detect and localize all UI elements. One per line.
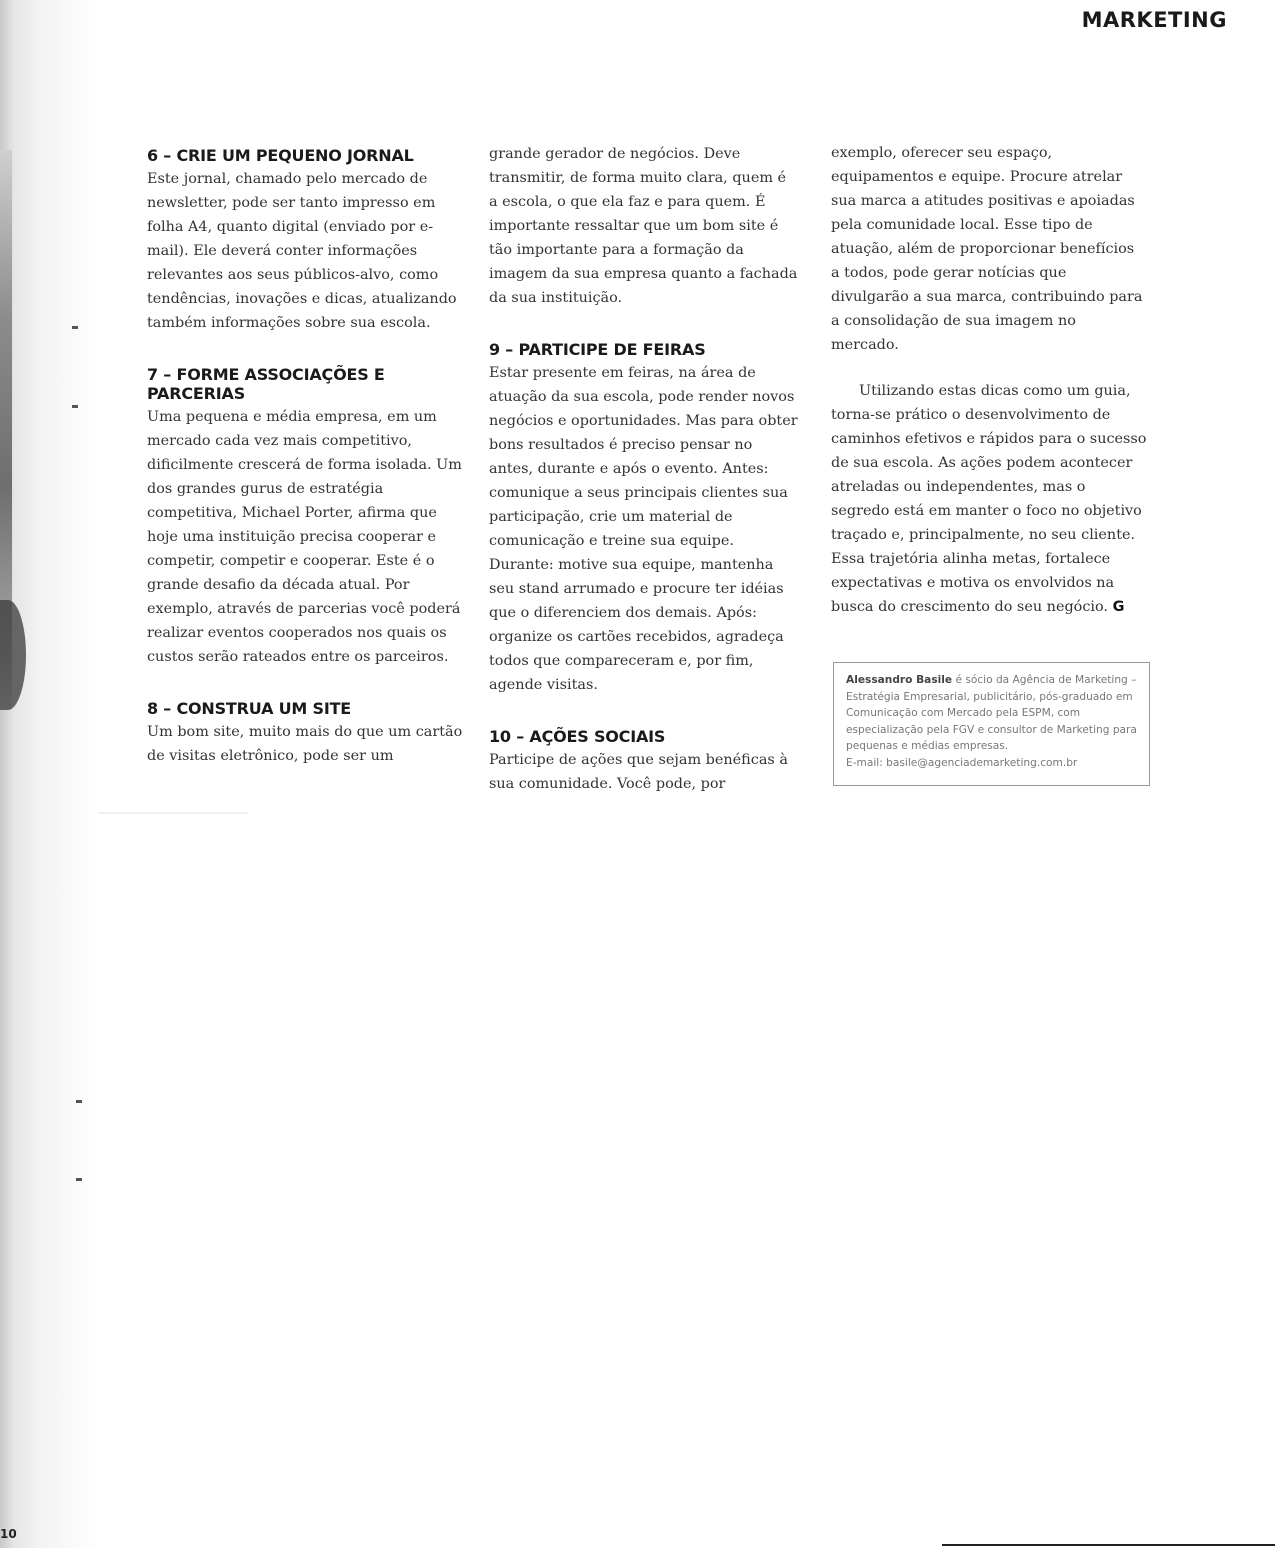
conclusion-text: Utilizando estas dicas como um guia, torna-se prático o desenvolvimento de caminhos efetivos e rápidos para o sucesso de sua escola. As ações podem acontecer atreladas ou independentes, mas o segredo está em manter o foco no objetivo traçado e, principalmente, no seu cliente. Essa trajetória alinha metas, fortalece expectativas e motiva os envolvidos na busca do crescimento do seu negócio. (831, 383, 1147, 615)
section-7-body: Uma pequena e média empresa, em um mercado cada vez mais competitivo, dificilmente crescerá de forma isolada. Um dos grandes gurus de estratégia competitiva, Michael Porter, afirma que hoje uma instituição precisa cooperar e competir, competir e cooperar. Este é o grande desafio da década atual. Por exemplo, através de parcerias você poderá realizar eventos cooperados nos quais os custos serão rateados entre os parceiros. (147, 409, 462, 665)
column-2 (489, 142, 799, 820)
column-3 (831, 141, 1147, 619)
section-9-heading: 9 – PARTICIPE DE FEIRAS (489, 340, 706, 359)
author-bio-text: é sócio da Agência de Marketing – Estratégia Empresarial, publicitário, pós-graduado em Comunicação com Mercado pela ESPM, com especialização pela FGV e consultor de Marketing para pequenas e médias empresas. (846, 674, 1137, 753)
column-1 (147, 140, 465, 792)
section-6-heading: 6 – CRIE UM PEQUENO JORNAL (147, 146, 414, 165)
section-8-heading: 8 – CONSTRUA UM SITE (147, 699, 352, 718)
section-8-body: Um bom site, muito mais do que um cartão de visitas eletrônico, pode ser um (147, 724, 463, 764)
end-mark: G (1112, 599, 1125, 615)
section-7 (147, 359, 465, 669)
section-6 (147, 140, 465, 335)
section-8-continuation: grande gerador de negócios. Deve transmitir, de forma muito clara, quem é a escola, o que ela faz e para quem. É importante ressaltar que um bom site é tão importante para a formação da imagem da sua empresa quanto a fachada da sua instituição. (489, 146, 798, 306)
section-10-continuation: exemplo, oferecer seu espaço, equipamentos e equipe. Procure atrelar sua marca a atitudes positivas e apoiadas pela comunidade local. Esse tipo de atuação, além de proporcionar benefícios a todos, pode gerar notícias que divulgarão a sua marca, contribuindo para a consolidação de sua imagem no mercado. (831, 145, 1143, 353)
section-8-continued (489, 142, 799, 310)
binding-spine (0, 0, 98, 1548)
author-email: basile@agenciademarketing.com.br (886, 756, 1078, 769)
page-number: 10 (0, 1527, 17, 1541)
section-9 (489, 334, 799, 697)
author-bio-box (833, 662, 1150, 786)
crop-mark (72, 405, 78, 408)
crop-mark (76, 1178, 82, 1181)
section-9-body: Estar presente em feiras, na área de atuação da sua escola, pode render novos negócios e oportunidades. Mas para obter bons resultados é preciso pensar no antes, durante e após o evento. Antes: comunique a seus principais clientes sua participação, crie um material de comunicação e treine sua equipe. Durante: motive sua equipe, mantenha seu stand arrumado e procure ter idéias que o diferenciem dos demais. Após: organize os cartões recebidos, agradeça todos que compareceram e, por fim, agende visitas. (489, 365, 798, 693)
crop-mark (72, 326, 78, 329)
section-8 (147, 693, 465, 768)
bottom-rule (942, 1544, 1275, 1546)
section-label: MARKETING (1081, 8, 1227, 32)
author-name: Alessandro Basile (846, 674, 953, 686)
section-10-heading: 10 – AÇÕES SOCIAIS (489, 727, 666, 746)
section-6-body: Este jornal, chamado pelo mercado de newsletter, pode ser tanto impresso em folha A4, quanto digital (enviado por e-mail). Ele deverá conter informações relevantes aos seus públicos-alvo, como tendências, inovações e dicas, atualizando também informações sobre sua escola. (147, 171, 457, 331)
scan-shade (98, 812, 248, 814)
conclusion-paragraph (831, 379, 1147, 619)
author-email-label: E-mail: (846, 756, 883, 769)
paragraph-gap (831, 357, 1147, 379)
section-10 (489, 721, 799, 796)
section-7-heading: 7 – FORME ASSOCIAÇÕES E PARCERIAS (147, 365, 385, 403)
crop-mark (76, 1100, 82, 1103)
section-10-body: Participe de ações que sejam benéficas à sua comunidade. Você pode, por (489, 752, 788, 792)
